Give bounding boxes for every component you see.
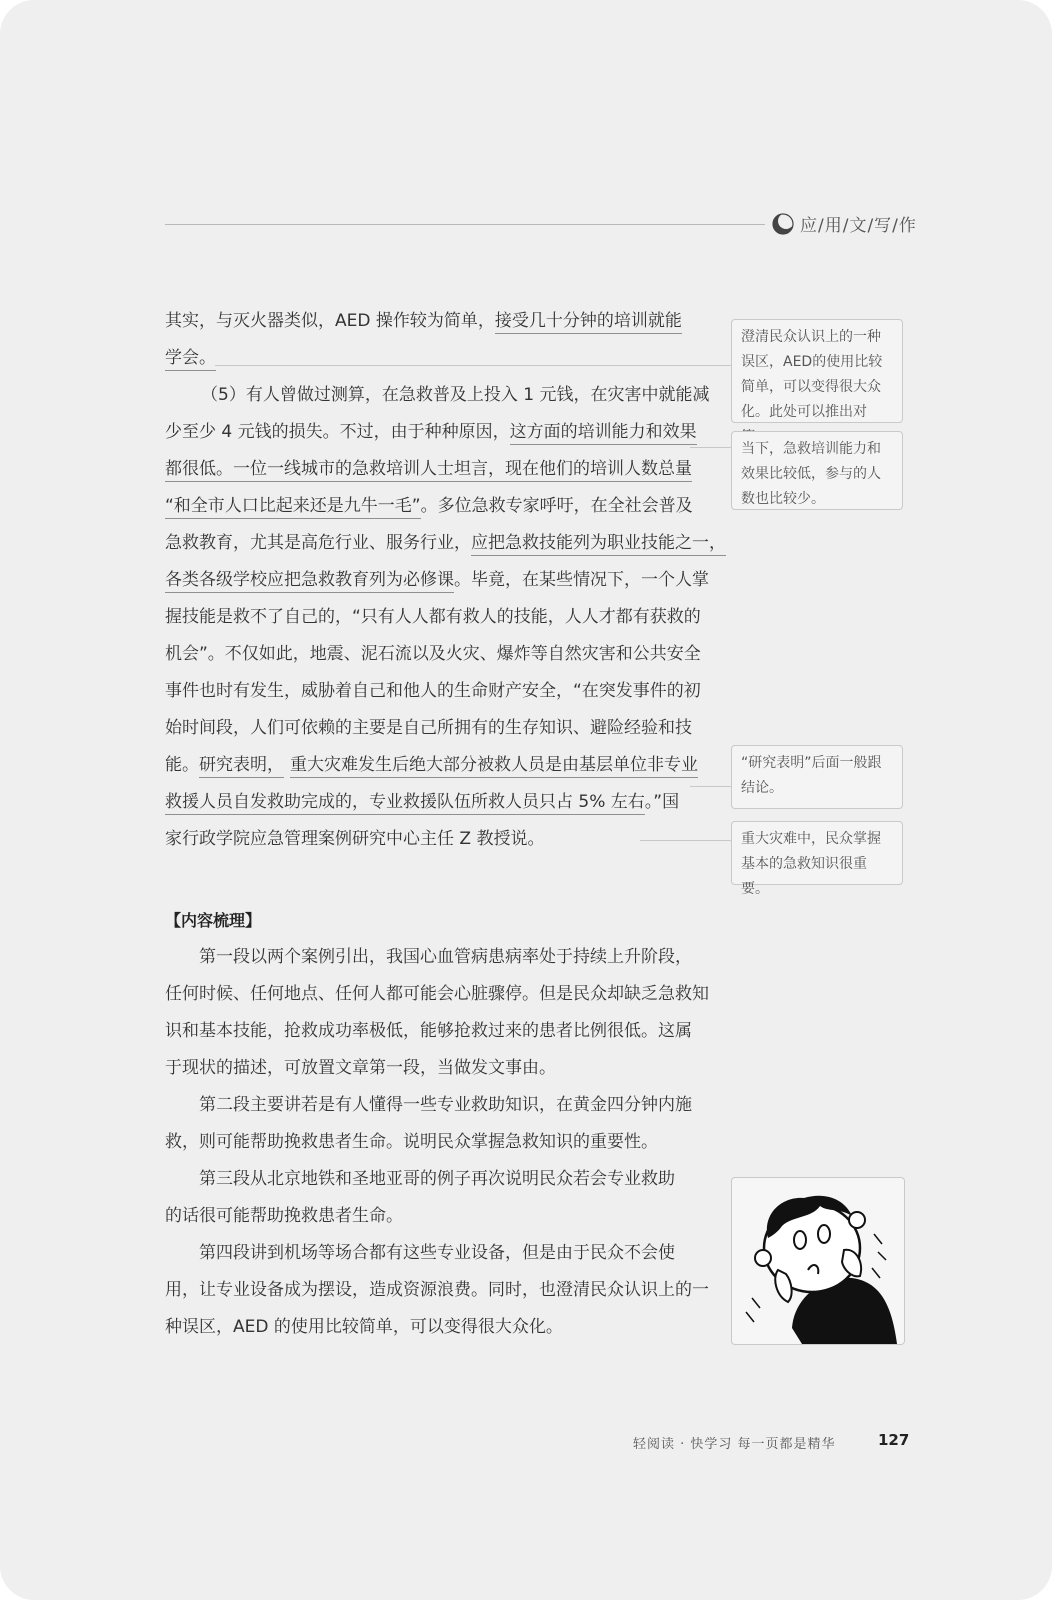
margin-note: 澄清民众认识上的一种误区，AED的使用比较简单，可以变得很大众化。此处可以推出对 [731, 319, 903, 423]
underlined-text: 重大灾难发生后绝大部分被救人员是由基层单位非专业 [290, 755, 698, 778]
text-run: 家行政学院应急管理案例研究中心主任 Z 教授说。 [165, 829, 545, 849]
text-line: 第一段以两个案例引出，我国心血管病患病率处于持续上升阶段， [199, 947, 692, 967]
text-line: 种误区，AED 的使用比较简单，可以变得很大众化。 [165, 1317, 563, 1337]
text-line [165, 599, 701, 636]
text-line [165, 562, 709, 599]
underlined-text: 各类各级学校应把急救教育列为必修课 [165, 570, 454, 593]
text-run: 。毕竟，在某些情况下，一个人掌 [454, 570, 709, 590]
note-leader-line [690, 447, 731, 448]
text-run: 事件也时有发生，威胁着自己和他人的生命财产安全，“在突发事件的初 [165, 681, 701, 701]
text-line [165, 710, 693, 747]
text-line: 任何时候、任何地点、任何人都可能会心脏骤停。但是民众却缺乏急救知 [165, 984, 709, 1004]
text-line [165, 414, 697, 451]
text-line [165, 636, 701, 673]
underlined-text: 研究表明， [199, 755, 284, 778]
shocked-person-icon [732, 1178, 904, 1344]
text-line [165, 340, 693, 377]
text-line [165, 673, 701, 710]
underlined-text: 接受几十分钟的培训就能 [495, 311, 682, 334]
text-line: 的话很可能帮助挽救患者生命。 [165, 1206, 403, 1226]
text-line [165, 377, 710, 414]
text-line: 识和基本技能，抢救成功率极低，能够抢救过来的患者比例很低。这属 [165, 1021, 692, 1041]
text-line: 第三段从北京地铁和圣地亚哥的例子再次说明民众若会专业救助 [199, 1169, 675, 1189]
text-run: 能。 [165, 755, 199, 775]
text-line [165, 303, 693, 340]
text-line: 于现状的描述，可放置文章第一段，当做发文事由。 [165, 1058, 556, 1078]
text-line [165, 451, 693, 488]
underlined-text: 应把急救技能列为职业技能之一， [471, 533, 726, 556]
moon-logo-icon [772, 213, 794, 235]
text-run: 握技能是救不了自己的，“只有人人都有救人的技能，人人才都有获救的 [165, 607, 701, 627]
text-line: 用，让专业设备成为摆设，造成资源浪费。同时，也澄清民众认识上的一 [165, 1280, 709, 1300]
section-heading: 【内容梳理】 [165, 911, 262, 930]
text-line: 第二段主要讲若是有人懂得一些专业救助知识，在黄金四分钟内施 [199, 1095, 692, 1115]
underlined-text: 这方面的培训能力和效果 [510, 422, 697, 445]
text-line [165, 784, 693, 821]
text-line [165, 821, 693, 858]
footer-tagline: 轻阅读 · 快学习 每一页都是精华 [633, 1437, 836, 1452]
paragraph-training [165, 377, 726, 858]
text-run: （5）有人曾做过测算，在急救普及上投入 1 元钱，在灾害中就能减 [201, 385, 710, 405]
summary-paragraph [165, 939, 709, 1087]
summary-paragraph [165, 1235, 709, 1346]
underlined-text: 一位一线城市的急救培训人士坦言，现在他们的培训人数总量 [233, 459, 692, 482]
summary-paragraph [165, 1087, 693, 1161]
underlined-text: 救援人员自发救助完成的，专业救援队伍所救人员只占 5% 左右 [165, 792, 645, 815]
underlined-text: “和全市人口比起来还是九牛一毛” [165, 496, 421, 519]
note-leader-line [640, 840, 731, 841]
text-run: 少至少 4 元钱的损失。不过，由于种种原因， [165, 422, 510, 442]
text-run: 急救教育，尤其是高危行业、服务行业， [165, 533, 471, 553]
text-line: 救，则可能帮助挽救患者生命。说明民众掌握急救知识的重要性。 [165, 1132, 658, 1152]
summary-paragraph [165, 1161, 693, 1235]
text-line: 第四段讲到机场等场合都有这些专业设备，但是由于民众不会使 [199, 1243, 675, 1263]
margin-note: 当下，急救培训能力和效果比较低，参与的人数也比较少。 [731, 431, 903, 510]
text-run: 始时间段，人们可依赖的主要是自己所拥有的生存知识、避险经验和技 [165, 718, 692, 738]
running-header-title: 应/用/文/写/作 [800, 216, 917, 236]
header-rule [165, 224, 765, 225]
underlined-text: 都很低。 [165, 459, 233, 482]
page-number: 127 [878, 1431, 910, 1449]
margin-note: “研究表明”后面一般跟结论。 [731, 745, 903, 809]
note-leader-line [690, 786, 731, 787]
cartoon-illustration [731, 1177, 905, 1345]
underlined-text: 学会。 [165, 348, 216, 371]
margin-note: 重大灾难中，民众掌握基本的急救知识很重要。 [731, 821, 903, 885]
note-leader-line [215, 365, 731, 366]
text-line [165, 488, 693, 525]
text-line [165, 525, 726, 562]
text-line [165, 747, 698, 784]
text-run: 。多位急救专家呼吁，在全社会普及 [420, 496, 693, 516]
text-run: 其实，与灭火器类似，AED 操作较为简单， [165, 311, 495, 331]
text-run: 。”国 [644, 792, 680, 812]
text-run: 机会”。不仅如此，地震、泥石流以及火灾、爆炸等自然灾害和公共安全 [165, 644, 701, 664]
